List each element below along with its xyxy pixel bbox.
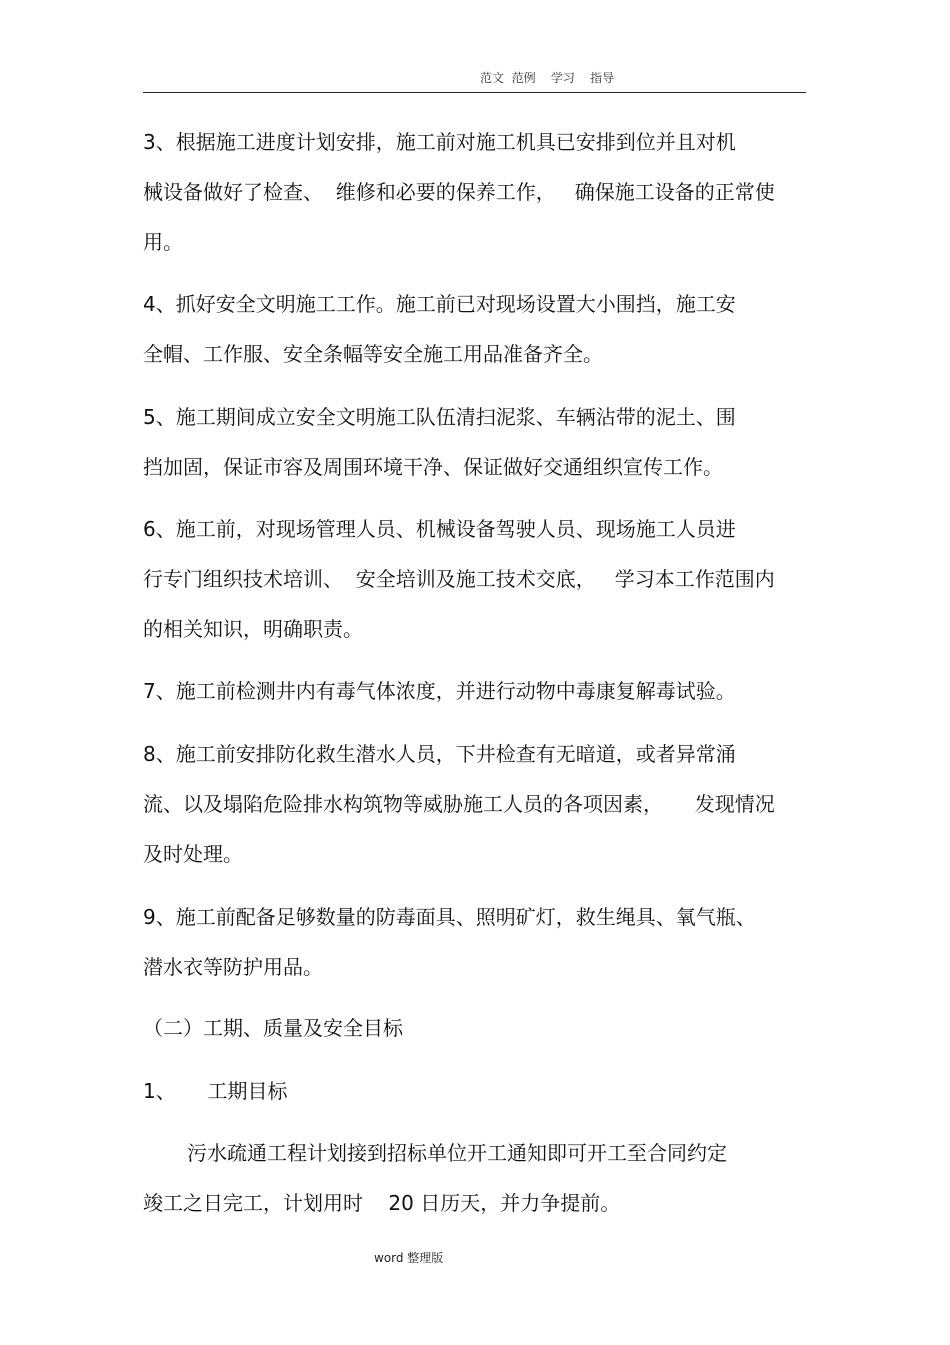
text-line: 9、施工前配备足够数量的防毒面具、照明矿灯，救生绳具、氧气瓶、	[143, 905, 756, 929]
header-text: 范文 范例 学习 指导	[480, 71, 615, 85]
text-line: 及时处理。	[143, 842, 243, 866]
text-line: 6、施工前，对现场管理人员、机械设备驾驶人员、现场施工人员进	[143, 517, 736, 541]
text-line: 全帽、工作服、安全条幅等安全施工用品准备齐全。	[143, 342, 603, 366]
text-line: 4、抓好安全文明施工工作。施工前已对现场设置大小围挡，施工安	[143, 292, 736, 316]
text-line: 8、施工前安排防化救生潜水人员，下井检查有无暗道，或者异常涌	[143, 742, 736, 766]
text-line: 7、施工前检测井内有毒气体浓度，并进行动物中毒康复解毒试验。	[143, 679, 736, 703]
section-heading: （二）工期、质量及安全目标	[143, 1016, 403, 1040]
text-line: 3、根据施工进度计划安排，施工前对施工机具已安排到位并且对机	[143, 130, 736, 154]
text-line: 污水疏通工程计划接到招标单位开工通知即可开工至合同约定	[187, 1141, 727, 1165]
text-line: 5、施工期间成立安全文明施工队伍清扫泥浆、车辆沾带的泥土、围	[143, 405, 736, 429]
text-line: 潜水衣等防护用品。	[143, 955, 323, 979]
text-line: 用。	[143, 230, 183, 254]
text-line: 挡加固，保证市容及周围环境干净、保证做好交通组织宣传工作。	[143, 455, 723, 479]
text-line: 械设备做好了检查、 维修和必要的保养工作， 确保施工设备的正常使	[143, 180, 775, 204]
subsection-heading: 1、 工期目标	[143, 1079, 288, 1103]
page-footer: word 整理版	[374, 1251, 444, 1265]
text-line: 竣工之日完工，计划用时 20 日历天，并力争提前。	[143, 1191, 621, 1215]
text-line: 的相关知识，明确职责。	[143, 617, 363, 641]
page-header	[143, 70, 806, 93]
text-line: 流、以及塌陷危险排水构筑物等威胁施工人员的各项因素， 发现情况	[143, 792, 775, 816]
text-line: 行专门组织技术培训、 安全培训及施工技术交底， 学习本工作范围内	[143, 567, 775, 591]
